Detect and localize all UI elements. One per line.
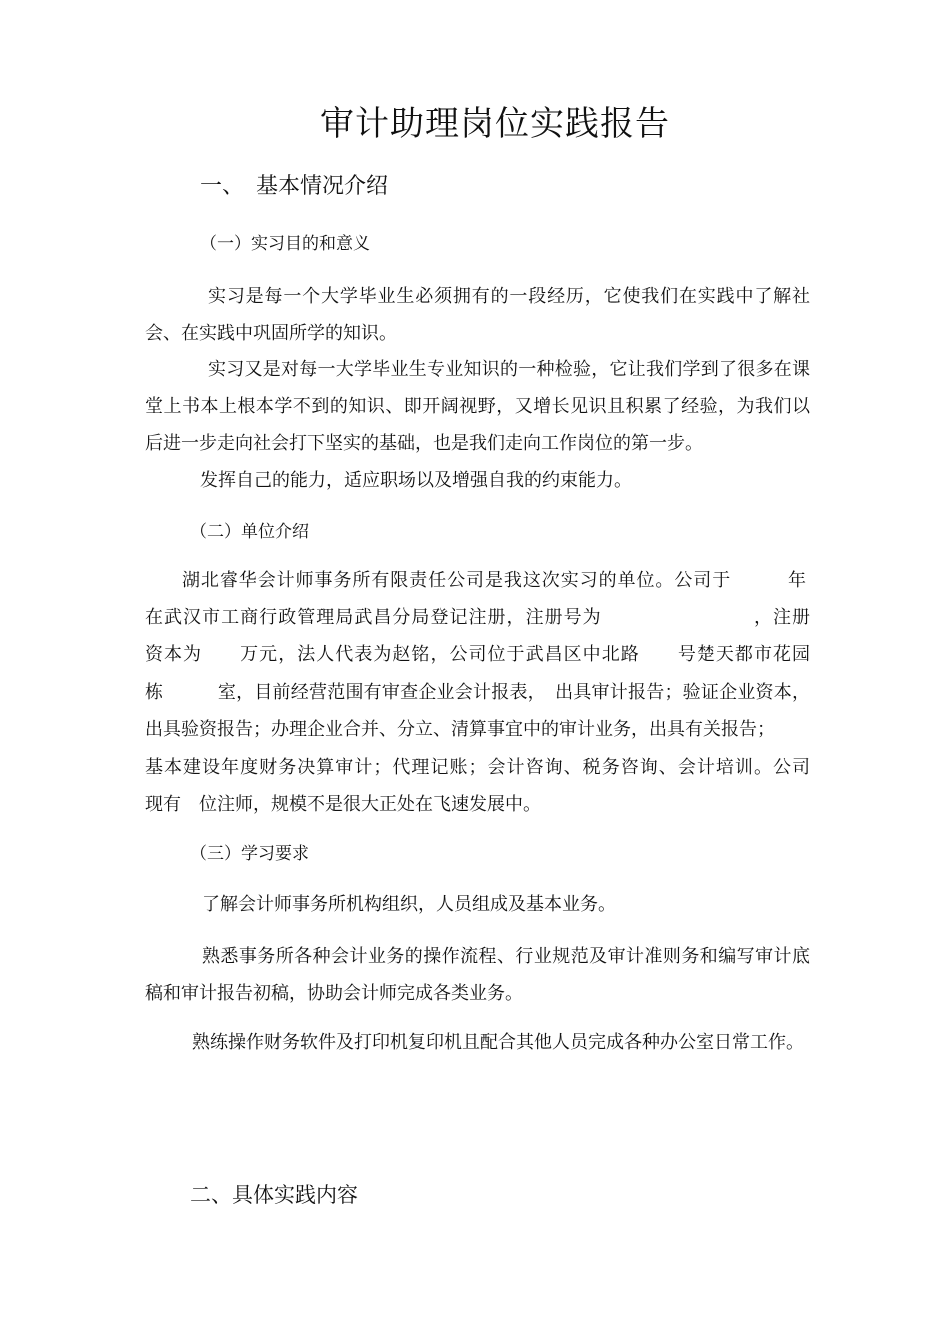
subsection-1-heading: （一）实习目的和意义 (200, 234, 370, 254)
subsection-1-paragraph-3: 发挥自己的能力，适应职场以及增强自我的约束能力。 (200, 470, 632, 491)
subsection-3-paragraph-3: 熟练操作财务软件及打印机复印机且配合其他人员完成各种办公室日常工作。 (192, 1032, 804, 1053)
subsection-3-heading: （三）学习要求 (190, 844, 309, 864)
section-1-title: 基本情况介绍 (256, 174, 389, 199)
company-intro-line-3: 资本为 万元，法人代表为赵铭，公司位于武昌区中北路 号楚天都市花园 (145, 644, 810, 665)
section-2-heading: 二、具体实践内容 (190, 1183, 358, 1207)
subsection-3-paragraph-1: 了解会计师事务所机构组织，人员组成及基本业务。 (202, 894, 616, 915)
company-intro-line-5: 出具验资报告；办理企业合并、分立、清算事宜中的审计业务，出具有关报告； (145, 719, 775, 740)
company-intro-line-4: 栋 室，目前经营范围有审查企业会计报表， 出具审计报告；验证企业资本， (145, 682, 810, 703)
subsection-2-heading: （二）单位介绍 (190, 522, 309, 542)
company-intro-line-1: 湖北睿华会计师事务所有限责任公司是我这次实习的单位。公司于 年 (182, 570, 806, 591)
subsection-1-paragraph-1: 实习是每一个大学毕业生必须拥有的一段经历，它使我们在实践中了解社会、在实践中巩固所学的知识。 (145, 286, 810, 344)
company-intro-line-7: 现有 位注师，规模不是很大正处在飞速发展中。 (145, 794, 541, 815)
company-intro-line-2: 在武汉市工商行政管理局武昌分局登记注册，注册号为 ，注册 (145, 607, 810, 628)
company-intro-line-6: 基本建设年度财务决算审计；代理记账；会计咨询、税务咨询、会计培训。公司 (145, 757, 810, 778)
section-1-number: 一、 (200, 174, 245, 199)
subsection-1-paragraph-2: 实习又是对每一大学毕业生专业知识的一种检验，它让我们学到了很多在课堂上书本上根本学不到的知识、即开阔视野，又增长见识且积累了经验，为我们以后进一步走向社会打下坚实的基础，也是我们走向工作岗位的第一步。 (145, 359, 810, 454)
document-title: 审计助理岗位实践报告 (320, 104, 670, 144)
subsection-3-paragraph-2: 熟悉事务所各种会计业务的操作流程、行业规范及审计准则务和编写审计底稿和审计报告初稿，协助会计师完成各类业务。 (145, 946, 810, 1004)
section-1-heading (200, 172, 388, 202)
